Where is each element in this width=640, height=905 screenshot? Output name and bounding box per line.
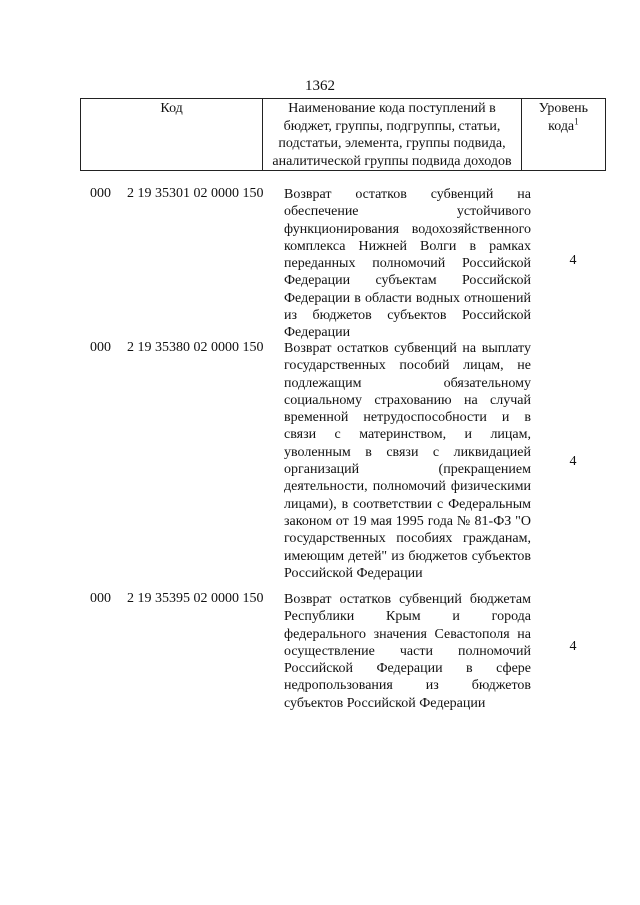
row-admin-code: 000 (90, 186, 111, 201)
row-level: 4 (569, 253, 577, 268)
page-number: 1362 (305, 78, 335, 94)
row-description: Возврат остатков субвенций на выплату государственных пособий лицам, не подлежащим обязательному социальному страхованию на случай временной нетрудоспособности и в связи с материнством, и лицам, уволенным в связи с ликвидацией организаций (прекращением деятельности, полномочий физическими лицами), в соответствии с Федеральным законом от 19 мая 1995 года № 81-ФЗ "О государственных пособиях гражданам, имеющим детей" из бюджетов субъектов Российской Федерации (284, 341, 531, 581)
row-revenue-code: 2 19 35380 02 0000 150 (127, 340, 264, 355)
row-admin-code: 000 (90, 340, 111, 355)
header-name-text: Наименование кода поступлений в бюджет, группы, подгруппы, статьи, подстатьи, элемента, группы подвида, аналитической группы подвида доходов (272, 101, 512, 169)
header-level (521, 99, 605, 171)
header-code-text: Код (160, 101, 183, 116)
header-level-text: Уровень кода (538, 101, 589, 134)
row-revenue-code: 2 19 35395 02 0000 150 (127, 591, 264, 606)
header-code (81, 99, 263, 171)
column-header-table (80, 98, 606, 171)
row-description: Возврат остатков субвенций бюджетам Республики Крым и города федерального значения Севастополя на осуществление части полномочий Российской Федерации в сфере недропользования из бюджетов субъектов Российской Федерации (284, 592, 531, 711)
row-revenue-code: 2 19 35301 02 0000 150 (127, 186, 264, 201)
row-description: Возврат остатков субвенций на обеспечение устойчивого функционирования водохозяйственного комплекса Нижней Волги в рамках переданных полномочий Российской Федерации субъектам Российской Федерации в области водных отношений из бюджетов субъектов Российской Федерации (284, 187, 531, 341)
row-level: 4 (569, 454, 577, 469)
header-name (263, 99, 522, 171)
row-admin-code: 000 (90, 591, 111, 606)
header-level-footnote: 1 (574, 115, 579, 126)
row-level: 4 (569, 639, 577, 654)
